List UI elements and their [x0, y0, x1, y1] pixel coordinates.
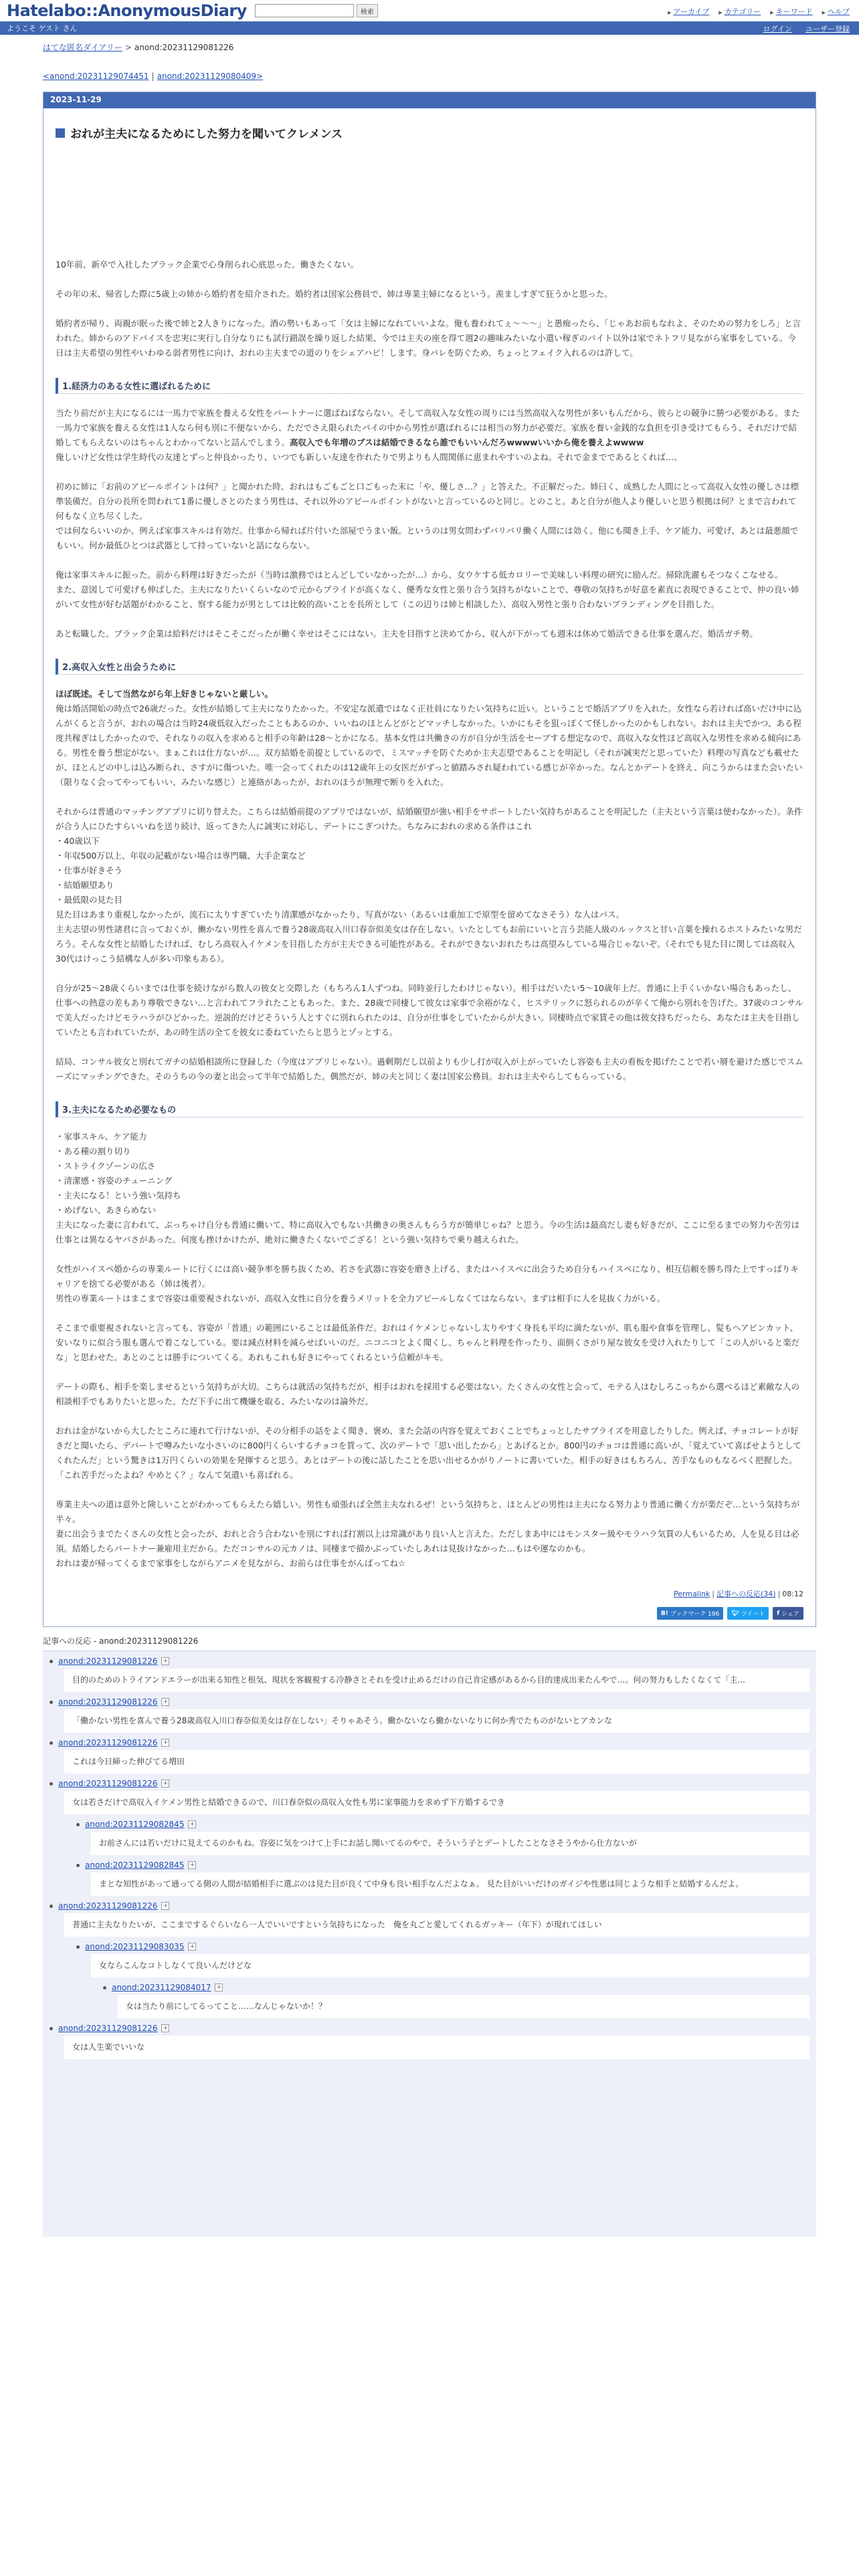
reply-text: 女は人生楽でいいな [64, 2036, 809, 2059]
reply-link[interactable]: anond:20231129081226 [58, 1656, 158, 1666]
reply-text: お前さんには若いだけに見えてるのかもね。容姿に気をつけて上手にお話し聞いてるのやで、そういう子とデートしたことなさそうやから仕方ないが [91, 1832, 809, 1855]
reactions-link[interactable]: 記事への反応(34) [716, 1590, 776, 1598]
paragraph: 結局、コンサル彼女と別れてガチの結婚相談所に登録した（今度はアプリじゃない）。過剰期だし以前よりも少し打が収入が上がっていたし容姿も主夫の看板を掲げたことで若い層を避けた感じでスムーズにマッチングできた。そのうちの今の妻と出会って半年で結婚した。偶然だが、姉の夫と同じく妻は国家公務員。おれは主夫やらしてもらっている。 [56, 1057, 803, 1081]
reply-link[interactable]: anond:20231129084017 [112, 1983, 211, 1992]
site-header [0, 0, 859, 21]
facebook-icon: f [777, 1610, 780, 1617]
section-1 [56, 406, 803, 641]
article-title[interactable]: おれが主夫になるためにした努力を聞いてクレメンス [70, 128, 343, 141]
reply-item [76, 1820, 809, 1855]
skill-item: ・ 家事スキル、ケア能力 [56, 1130, 803, 1144]
article-footer [43, 1588, 816, 1604]
breadcrumb-separator: > [124, 43, 132, 52]
nav-archive-link[interactable]: ▶ アーカイブ [668, 6, 709, 17]
reply-link[interactable]: anond:20231129081226 [58, 1779, 158, 1788]
site-logo[interactable]: Hatelabo::AnonymousDiary [7, 1, 247, 20]
skill-item: ・ ストライクゾーンの広さ [56, 1159, 803, 1174]
expand-icon[interactable]: + [188, 1820, 196, 1828]
reply-item [103, 1983, 809, 2018]
search-box [255, 4, 378, 17]
bullet-icon [76, 1823, 80, 1826]
paragraph: では何ならいいのか。例えば家事スキルは有効だ。仕事から帰れば片付いた部屋でうまい飯。というのは男女問わずバリバリ働く人間には効く。他にも聞き上手、ケア能力、可愛げ、あとは最悪顔でもいい。何か最低ひとつは武器として持っていないと話にならない。 [56, 526, 799, 550]
footer-separator: | [712, 1590, 714, 1598]
expand-icon[interactable]: + [161, 1902, 169, 1910]
reply-item [50, 1901, 809, 1937]
reply-item [50, 1697, 809, 1733]
facebook-share-button[interactable] [773, 1607, 803, 1620]
reply-head [50, 2024, 809, 2033]
reply-link[interactable]: anond:20231129082845 [85, 1860, 185, 1870]
paragraph: 10年前、新卒で入社したブラック企業で心身削られ心底思った。働きたくない。 [56, 259, 359, 270]
nav-help-link[interactable]: ▶ ヘルプ [822, 6, 850, 17]
facebook-label: シェア [781, 1611, 799, 1618]
section-heading-2: 2.高収入女性と出会うために [56, 659, 803, 675]
reactions-list [43, 1650, 816, 2237]
bullet-icon [50, 1701, 53, 1704]
article [43, 92, 816, 1627]
search-input[interactable] [255, 4, 354, 17]
paragraph: 婚約者が帰り、両親が眠った後で姉と2人きりになった。酒の勢いもあって「女は主婦になれていいよな。俺も養われてぇ〜〜〜」と愚痴ったら、「じゃあお前もなれよ、そのための努力をしろ」と言われた。姉からのアドバイスを忠実に実行し自分なりにも試行錯誤を繰り返した結果、今では主夫の座を得て週2の趣味みたいな小遣い稼ぎのバイト以外は家でネトフリ見ながら家事をしている。今日は主夫希望の男性やいわゆる弱者男性に向け、おれの主夫までの道のりをシェアハピ！します。身バレを防ぐため、ちょっとフェイク入れるのは許して。 [56, 318, 801, 358]
paragraph: おれは妻が帰ってくるまで家事をしながらアニメを見ながら、お前らは仕事をがんばってね☆ [56, 1558, 406, 1568]
nav-keyword-link[interactable]: ▶ キーワード [770, 6, 812, 17]
bookmark-icon: B! [660, 1610, 668, 1617]
paragraph: 自分が25〜28歳くらいまでは仕事を続けながら数人の彼女と交際した（もちろん1人ずつね。同時並行したわけじゃない）。相手はだいたい5〜10歳年上だ。普通に上手くいかない場合もあったし、仕事への熱意の差もあり尊敬できない…と言われてフラれたこともあった。また、28歳で同棲して彼女は家事で余裕がなく、ヒステリックに怒られるのが辛くて俺から別れを告げた。37歳のコンサルで美人だったけどモラハラがひどかった。逆説的だけどそういう人とすぐに別れられたのは、自分が仕事をしていたからが大きい。同棲時点で家賃その他は彼女持ちだったら、あなたは主夫を目指していたとも言われていたが、あの時生活の全てを彼女に委ねていたらと思うとゾッとする。 [56, 983, 803, 1037]
login-link[interactable]: ログイン [763, 25, 792, 33]
hatena-bookmark-button[interactable] [657, 1607, 723, 1620]
bullet-icon [76, 1945, 80, 1949]
guest-greeting: ようこそ ゲスト さん [7, 24, 78, 33]
paragraph: 俺は婚活開始の時点で26歳だった。女性が結婚して主夫になりたかった。不安定な派遣ではなく正社員になりたい気持ちに近い。ということで婚活アプリを入れた。女性なら若ければ高いだけ中に込んがくると言うが、おれの場合は当時24歳低収入だったこともあるのか、いいねのほとんどがとどマッチしなかった。いかにもそを狙っぽくて怪しかったのかもしれない。おれは主夫でかつ、ある程度共稼ぎはしたかったので、それなりの収入を求めると相手の年齢は28〜とかになる。基本女性は共働きの方が自分が生活をセーブする想定なので、高収入な女性ほど高収入な男性を求める傾向にある。男性を養う想定がない。まぁこれは仕方ないが…。双方結婚を前提としているので、ミスマッチを防ぐためか主夫志望であることを明記し（それが誠実だと思っていた）料理の写真なども載せたが、ほとんどの中しは込み断られ、さすがに傷ついた。唯一会ってくれたのは12歳年上の女医だがずっと値踏みされ疑われている感じが辛かった。なんとかデートを終え、向こうからはまた会いたい（限りなく会ってやってもいい、みたいな感じ）と連絡があったが、おれのほうが無理で断りを入れた。 [56, 704, 803, 787]
reply-text: これは今日締った伸びてる増田 [64, 1750, 809, 1774]
reply-item [50, 1656, 809, 1692]
paragraph-text: 当たり前だが主夫になるには一馬力で家族を養える女性をパートナーに選ばねばならない。そして高収入な女性の周りには当然高収入な男性が多いもんだから、彼らとの競争に勝つ必要がある。また一馬力で家族を養える女性は1人なら何も別に不便ないから、ただでさえ限られたパイの中から男性が選ばれるには相当の努力が必要だ。家族を養い金銭的な負担を引き受けてもらう、それだけで結婚してもらえないのはちゃんとわかってないと詰んでしまう。 [56, 408, 800, 447]
paragraph: その年の末、帰省した際に5歳上の姉から婚約者を紹介された。婚約者は国家公務員で、姉は専業主婦になるという。羨ましすぎて狂うかと思った。 [56, 289, 613, 299]
reply-head [50, 1901, 809, 1911]
title-square-icon [56, 128, 65, 138]
paragraph: 専業主夫への道は意外と険しいことがわかってもらえたら嬉しい。男性も頑張れば全然主夫なれるぜ！という気持ちと、ほとんどの男性は主夫になる努力より普通に働く方が楽だぞ…という気持ちが半々。 [56, 1499, 800, 1524]
reply-head [103, 1983, 809, 1992]
section-3 [56, 1130, 803, 1571]
paragraph: おれは金がないから大したところに連れて行けないが、その分相手の話をよく聞き、褒め、また会話の内容を覚えておくことでちょっとしたサプライズを用意したりした。例えば、チョコレートが好きだと聞いたら、デパートで噂みたいな小さいのに800円くらいするチョコを買って、次のデートで「思い出したから」とあげるとか。800円のチョコは普通に高いが、「覚えていて喜ばせようとしてくれたんだ」という驚きは1万円くらいの効果を発揮すると思う。あとはデートの後に話したことを思い出せるかがりノートに書いていた。相手の好きはもちろん、苦手なものもなるべく把握した。「これ苦手だったよね？やめとく？」なんて気遣いも喜ばれる。 [56, 1426, 801, 1480]
tweet-label: ツイート [741, 1611, 765, 1618]
bullet-icon [76, 1864, 80, 1867]
reply-text: 目的のためのトライアンドエラーが出来る知性と根気、現状を客観視する冷静さとそれを受け止めるだけの自己肯定感があるから目的達成出来たんやで…。何の努力もしたくなくて「主... [64, 1669, 809, 1692]
condition-item: ・ 年収500万以上、年収の記載がない場合は専門職、大手企業など [56, 849, 803, 863]
reply-text: 普通に主夫なりたいが、ここまでするぐらいなら一人でいいですという気持ちになった 俺を丸ごと愛してくれるガッキー（年下）が現れてほしい [64, 1913, 809, 1937]
emphasis-text: 高収入でも年増のブスは結婚できるなら誰でもいいんだろwwwwいいから俺を養えよwwww [290, 437, 644, 447]
section-heading-3: 3.主夫になるため必要なもの [56, 1101, 803, 1117]
article-body [43, 108, 816, 1579]
article-title-row [56, 124, 803, 141]
expand-icon[interactable]: + [188, 1861, 196, 1869]
reply-link[interactable]: anond:20231129081226 [58, 1901, 158, 1911]
expand-icon[interactable]: + [161, 1739, 169, 1747]
paragraph: そこまで重要視されないと言っても、容姿が「普通」の範囲にいることは最低条件だ。おれはイケメンじゃないし太りやすく身長も平均に満たないが、肌も服や食事を管理し、髪もヘアピンカット、安いなりに似合う服も選んで着こなしている。要は減点材料を減らせばいいのだ。ニコニコとよく聞くし、ちゃんと料理を作ったり、面倒くさがり屋な彼女を受け入れたりして「この人がいると楽だな」と思わせた。あとのことは勝手についてくる。あれもこれも好きにやってくれるという信頼がキモ。 [56, 1323, 800, 1362]
pager-separator: | [151, 72, 155, 81]
bullet-icon [50, 1782, 53, 1786]
expand-icon[interactable]: + [161, 1698, 169, 1706]
paragraph [56, 406, 803, 450]
reply-head [76, 1860, 809, 1870]
bullet-icon [50, 1660, 53, 1663]
bullet-icon [50, 2027, 53, 2030]
skill-item: ・ 清潔感・容姿のチューニング [56, 1174, 803, 1188]
breadcrumb-home-link[interactable]: はてな匿名ダイアリー [43, 43, 122, 52]
expand-icon[interactable]: + [188, 1943, 196, 1951]
reply-link[interactable]: anond:20231129081226 [58, 1697, 158, 1707]
expand-icon[interactable]: + [161, 1657, 169, 1665]
condition-item: ・ 40歳以下 [56, 834, 803, 849]
article-date: 2023-11-29 [43, 92, 816, 108]
paragraph: 俺は家事スキルに振った。前から料理は好きだったが（当時は激務ではとんどしていなかったが…）から、女ウケする低カロリーで美味しい料理の研究に励んだ。掃除洗濯もそつなくこなせる。 [56, 570, 783, 580]
login-links [763, 23, 850, 34]
skill-item: ・ 主夫になる！という強い気持ち [56, 1188, 803, 1203]
bullet-icon [50, 1905, 53, 1908]
condition-item: ・ 結婚願望あり [56, 878, 803, 893]
expand-icon[interactable]: + [161, 1780, 169, 1788]
reactions-title: 記事への反応 - anond:20231129081226 [43, 1636, 199, 1646]
paragraph: 初めに姉に「お前のアピールポイントは何？」と聞かれた時、おれはもごもごと口ごもった末に「や、優しさ…？」と答えた。不正解だった。姉曰く、成熟した人間にとって高収入女性の優しさは標準装備だ。自分の長所を問われて1番に優しさとのたまう男性は、それ以外のアピールポイントがないと言っているのと同じ。とのこと。あと自分が他人より優しいと思う根拠は何？とまで言われて何もなく立ち尽くした。 [56, 481, 799, 521]
prev-entry-link[interactable]: <anond:20231129074451 [43, 72, 149, 81]
reply-head [50, 1738, 809, 1747]
paragraph: 男性の専業ルートはまこまで容姿は重要視されないが、高収入女性に自分を養うメリットを全力アピールしなくてはならない。まずは相手に人を見抜く力がいる。 [56, 1293, 666, 1303]
permalink-link[interactable]: Permalink [674, 1590, 710, 1598]
breadcrumb [0, 35, 859, 53]
search-button[interactable]: 検索 [357, 4, 378, 17]
reply-item [50, 1738, 809, 1774]
condition-item: ・ 最低限の見た目 [56, 893, 803, 907]
reply-link[interactable]: anond:20231129081226 [58, 2024, 158, 2033]
share-row [43, 1604, 816, 1626]
tweet-button[interactable] [727, 1607, 769, 1620]
section-heading-1: 1.経済力のある女性に選ばれるために [56, 378, 803, 394]
bullet-icon [103, 1986, 106, 1990]
reply-head [50, 1656, 809, 1666]
next-entry-link[interactable]: anond:20231129080409> [157, 72, 264, 81]
reply-text: まとな知性があって通ってる側の人間が結婚相手に選ぶのは見た目が良くて中身も良い相手なんだよなぁ。 見た目がいいだけのガイジや性悪は同じような相手と結婚するんだよ。 [91, 1872, 809, 1896]
register-link[interactable]: ユーザー登録 [805, 25, 850, 33]
post-time: 08:12 [782, 1590, 803, 1598]
skill-item: ・ ある種の割り切り [56, 1144, 803, 1159]
reply-item [50, 1779, 809, 1814]
paragraph: 俺しいけど女性は学生時代の友達とずっと仲良かったり、いつでも新しい友達を作れたりで男よりも人間関係に恵まれやすいのよね。それで金までであるとくれば…。 [56, 452, 682, 462]
reply-text: 「働かない男性を喜んで養う28歳高収入川口春奈似美女は存在しない」そりゃあそう。働かないなら働かないなりに何か秀でたものがないとアカンな [64, 1709, 809, 1733]
reply-head [76, 1820, 809, 1829]
nav-category-link[interactable]: ▶ カテゴリー [719, 6, 761, 17]
reply-link[interactable]: anond:20231129082845 [85, 1820, 185, 1829]
paragraph: あと転職した。ブラック企業は給料だけはそこそこだったが働く幸せはそこにはない。主夫を目指すと決めてから、収入が下がっても週末は休めて婚活できる仕事を選んだ。婚活ガチ勢。 [56, 629, 758, 639]
paragraph: 主夫になった妻に言われて、ぶっちゃけ自分も普通に働いて、特に高収入でもない共働きの奥さんもらう方が簡単じゃね？と思う。今の生活は最高だし妻も好きだが、ここに至るまでの努力や苦労は仕事とは異なるヤバさがあった。何度も挫けかけたが、絶対に働きたくないでござる！という強い気持ちで乗り越えられた。 [56, 1220, 800, 1245]
paragraph: 妻に出会うまでたくさんの女性と会ったが、おれと合う合わないを別にすれば打割以上は常識があり良い人と言えた。ただしまあ中にはモンスター級やモラハラ気質の人もいるため、人を見る目は必須。結婚したらパートナー兼雇用主だから。ただコンサルの元カノは、同棲まで描かぶっていたしあれは見抜けなかった…もはや運なのかも。 [56, 1529, 799, 1553]
paragraph: 主夫志望の男性諸君に言っておくが、働かない男性を喜んで養う28歳高収入川口春奈似美女は存在しない。いたとしてもお前にいいと言う芸能人級のルックスと甘い言葉を操れるホストみたいな男だろう。そんな女性と結婚したければ、むしろ高収入イケメンを目指した方が主夫できる可能性がある。それができないおれたちは高望みしている場合じゃないぞ。（それでも見た目に関しては高収入30代はけっこう結構な人が多い印象もある）。 [56, 924, 802, 964]
paragraph: 女性がハイスペ婚からの専業ルートに行くには高い競争率を勝ち抜くため、若さを武器に容姿を磨き上げる、またはハイスペに出会うため自分もハイスペになり、相互信頼を勝ち得た上ですっぱりキャリアを捨てる必要がある（姉は後者）。 [56, 1264, 799, 1289]
reply-item [76, 1942, 809, 1977]
paragraph: デートの際も、相手を楽しませるという気持ちが大切。こちらは就活の気持ちだが、相手はおれを採用する必要はない。たくさんの女性と会って、モテる人はむしろこっちから選べるほど素敵な人の相談相手でもありたいと思った。ただ下手に出て機嫌を取る、みたいなのは論外だ。 [56, 1382, 800, 1406]
paragraph: また、意図して可愛げも伸ばした。主夫になりたいくらいなので元からプライドが高くなく、優秀な女性と張り合う気持ちがないことで、尊敬の気持ちが好意を素直に表現できることで、仲の良い姉がいて女性が好む話題がわかること、察する能力が男としては比較的高いことを長所として（この辺りは姉と相談した）、高収入男性と張り合わないブランディングを目指した。 [56, 584, 799, 609]
skill-item: ・ めげない、あきらめない [56, 1203, 803, 1218]
reply-item [50, 2024, 809, 2059]
reply-link[interactable]: anond:20231129083035 [85, 1942, 185, 1951]
user-bar [0, 21, 859, 35]
article-intro [56, 257, 803, 360]
paragraph: 見た目はあまり重視しなかったが、流石に太りすぎていたり清潔感がなかったり、写真がない（あるいは重加工で原型を留めてなさそう）な人はパス。 [56, 909, 625, 920]
reply-text: 女ならこんなコトしなくて良いんだけどな [91, 1954, 809, 1977]
bullet-icon [50, 1741, 53, 1745]
reply-link[interactable]: anond:20231129081226 [58, 1738, 158, 1747]
bird-icon: 🐦︎ [731, 1610, 739, 1617]
lead-paragraph: ほぼ既述。そして当然ながら年上好きじゃないと厳しい。 [56, 689, 274, 699]
bookmark-label: ブックマーク 196 [670, 1611, 720, 1618]
reply-head [50, 1779, 809, 1788]
reply-text: 女は当たり前にしてるってこと……なんじゃないか！？ [118, 1995, 809, 2018]
section-2 [56, 687, 803, 1084]
expand-icon[interactable]: + [215, 1983, 223, 1992]
condition-item: ・ 仕事が好きそう [56, 863, 803, 878]
header-nav [668, 6, 850, 17]
expand-icon[interactable]: + [161, 2024, 169, 2032]
footer-separator: | [777, 1590, 781, 1598]
breadcrumb-current: anond:20231129081226 [134, 43, 234, 52]
reply-head [50, 1697, 809, 1707]
reply-item [76, 1860, 809, 1896]
pager [0, 53, 859, 81]
paragraph: それからは普通のマッチングアプリに切り替えた。こちらは結婚前提のアプリではないが、結婚願望が強い相手をサポートしたい気持ちがあることを明記した（主夫という言葉は使わなかった）。条件が合う人にひたすらいいねを送り続け、返ってきた人に誠実に対応し、デートにこぎつけた。ちなみにおれの求める条件はこれ [56, 807, 803, 831]
reply-head [76, 1942, 809, 1951]
reply-text: 女は若さだけで高収入イケメン男性と結婚できるので、川口春奈似の高収入女性も男に家事能力を求めず下方婚するでき [64, 1791, 809, 1814]
